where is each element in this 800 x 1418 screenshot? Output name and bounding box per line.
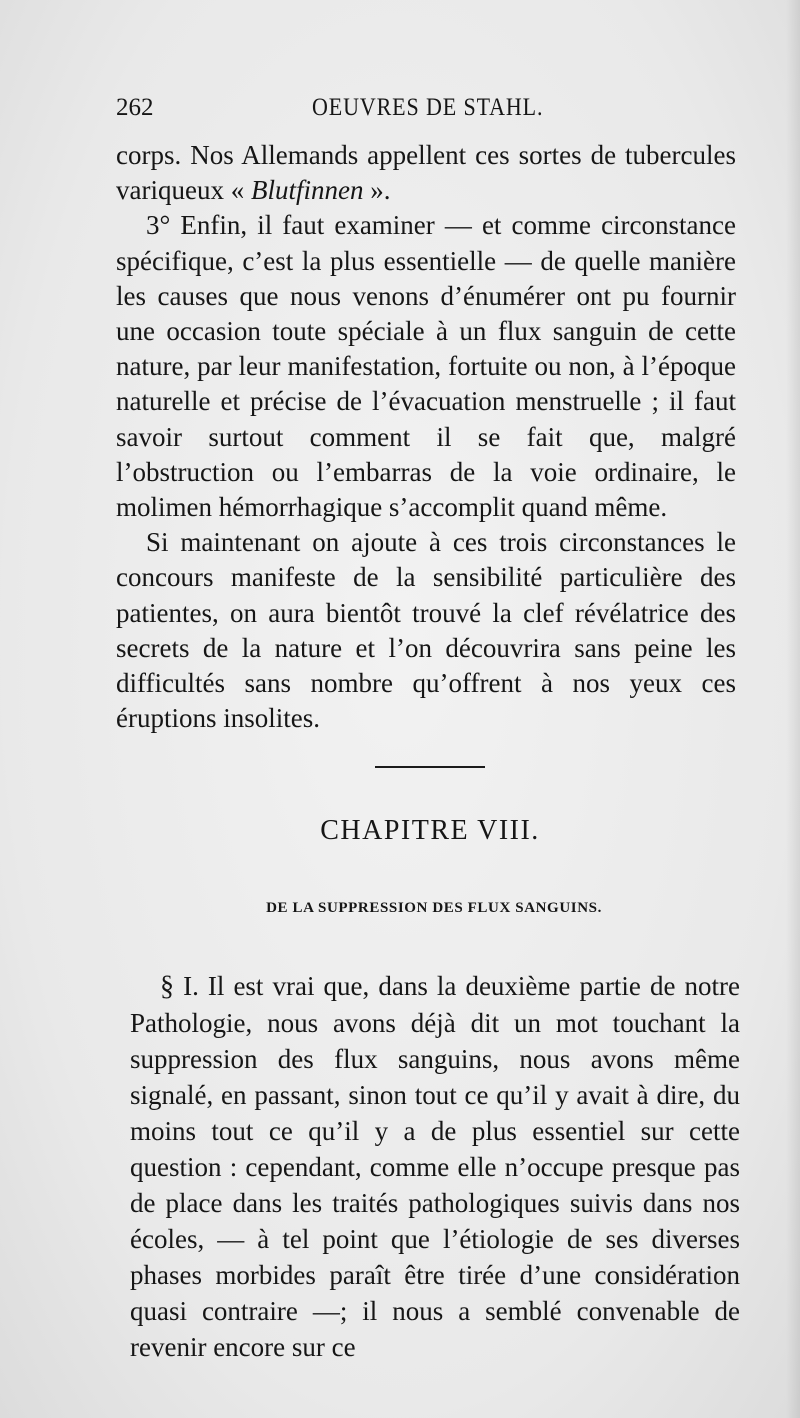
paragraph-third-point: 3° Enfin, il faut examiner — et comme circonstance spécifique, c’est la plus essentielle — de quelle manière les causes que nous venons d’énumérer ont pu fournir une occasion toute spéciale à un flux sanguin de cette nature, par leur manifestation, fortuite ou non, à l’époque naturelle et précise de l’évacuation menstruelle ; il faut savoir surtout comment il se fait que, malgré l’obstruction ou l’embarras de la voie ordinaire, le molimen hémorrhagique s’accomplit quand même.	[116, 210, 736, 523]
page-header	[116, 94, 736, 128]
body-text-section	[130, 968, 740, 1365]
body-text-top	[116, 138, 736, 736]
section-divider	[375, 766, 485, 768]
chapter-title: CHAPITRE VIII.	[320, 815, 540, 846]
paragraph-continuation: corps. Nos Allemands appellent ces sortes de tubercules variqueux « Blutfinnen ».	[116, 140, 736, 206]
section-text: I. Il est vrai que, dans la deuxième partie de notre Pathologie, nous avons déjà dit un mot touchant la suppression des flux sanguins, nous avons même signalé, en passant, sinon tout ce qu’il y avait à dire, du moins tout ce qu’il y a de plus essentiel sur cette question : cependant, comme elle n’occupe presque pas de place dans les traités pathologiques suivis dans nos écoles, — à tel point que l’étiologie de ses diverses phases morbides paraît être tirée d’une considération quasi contraire —; il nous a semblé convenable de revenir encore sur ce	[130, 971, 741, 1362]
section-mark: §	[160, 971, 174, 1002]
chapter-subtitle: DE LA SUPPRESSION DES FLUX SANGUINS.	[266, 900, 602, 916]
paragraph-conclusion: Si maintenant on ajoute à ces trois circonstances le concours manifeste de la sensibilité particulière des patientes, on aura bientôt trouvé la clef révélatrice des secrets de la nature et l’on découvrira sans peine les difficultés sans nombre qu’offrent à nos yeux ces éruptions insolites.	[116, 527, 736, 734]
running-title: OEUVRES DE STAHL.	[312, 94, 544, 121]
page-number: 262	[116, 94, 154, 121]
page-edge-shadow	[786, 0, 800, 1418]
section-paragraph	[130, 968, 740, 1365]
